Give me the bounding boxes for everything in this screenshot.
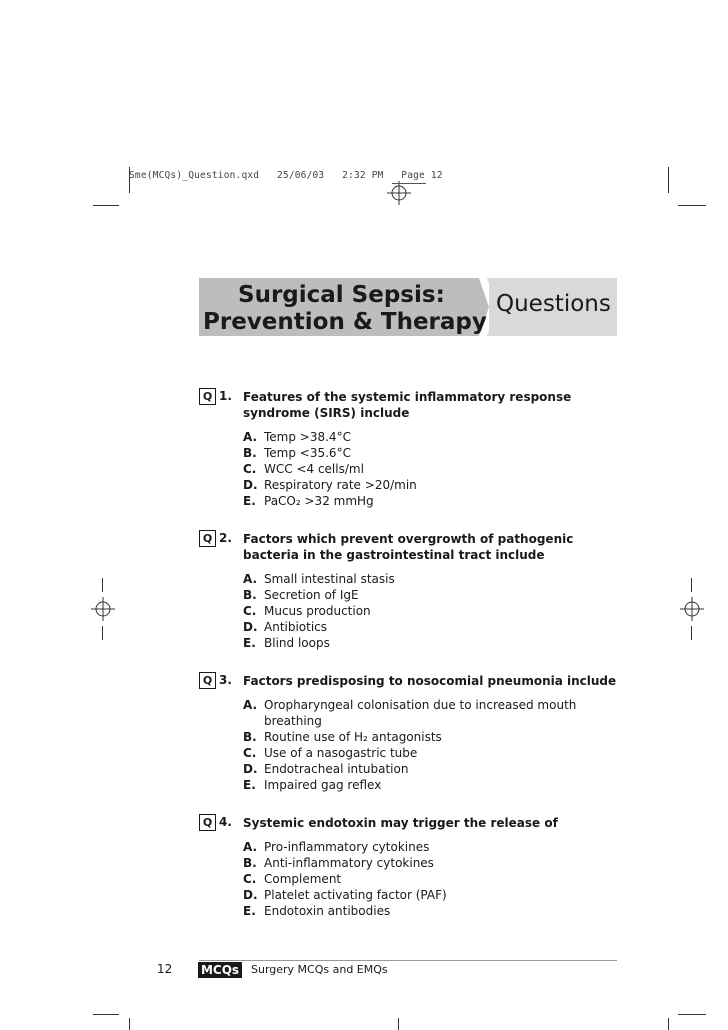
mcqs-badge: MCQs: [198, 962, 242, 978]
question-2: [199, 530, 629, 654]
option-e: E. PaCO₂ >32 mmHg: [243, 494, 374, 508]
crop-mark: [93, 1014, 119, 1015]
page-number: 12: [157, 962, 173, 976]
file-slug: Sme(MCQs)_Question.qxd 25/06/03 2:32 PM Page 12: [129, 170, 443, 181]
crop-mark: [93, 205, 119, 206]
question-stem: Features of the systemic inflammatory response syndrome (SIRS) include: [243, 390, 572, 420]
question-number: 1.: [219, 389, 232, 403]
crop-mark: [691, 626, 692, 640]
slug-underline: [392, 183, 426, 184]
section-label: Questions: [496, 291, 611, 317]
footer-rule: [199, 960, 617, 961]
option-b: B. Routine use of H₂ antagonists: [243, 730, 442, 744]
registration-mark-icon: [91, 597, 115, 621]
option-c: C. Mucus production: [243, 604, 371, 618]
option-a: A. Oropharyngeal colonisation due to increased mouth breathing: [243, 698, 577, 728]
option-b: B. Anti-inflammatory cytokines: [243, 856, 434, 870]
option-e: E. Blind loops: [243, 636, 330, 650]
question-4: [199, 814, 629, 924]
question-number: 3.: [219, 673, 232, 687]
crop-mark: [129, 1018, 130, 1030]
option-list: [243, 697, 583, 793]
option-d: D. Respiratory rate >20/min: [243, 478, 417, 492]
option-list: [243, 571, 395, 651]
option-d: D. Antibiotics: [243, 620, 328, 634]
question-badge: Q: [199, 672, 216, 689]
book-title: Surgery MCQs and EMQs: [251, 963, 388, 976]
page-title-line1: Surgical Sepsis:: [238, 282, 445, 308]
page-title-line2: Prevention & Therapy: [203, 309, 487, 335]
option-a: A. Small intestinal stasis: [243, 572, 395, 586]
question-badge: Q: [199, 530, 216, 547]
question-stem: Factors predisposing to nosocomial pneumonia include: [243, 674, 617, 688]
registration-mark-icon: [387, 181, 411, 205]
question-number: 4.: [219, 815, 232, 829]
crop-mark: [102, 578, 103, 592]
question-stem: Systemic endotoxin may trigger the release of: [243, 816, 558, 830]
option-c: C. WCC <4 cells/ml: [243, 462, 364, 476]
option-e: E. Impaired gag reflex: [243, 778, 382, 792]
question-3: [199, 672, 629, 796]
option-a: A. Temp >38.4°C: [243, 430, 351, 444]
option-list: [243, 429, 417, 509]
question-1: [199, 388, 629, 512]
option-b: B. Secretion of IgE: [243, 588, 359, 602]
question-stem: Factors which prevent overgrowth of pathogenic bacteria in the gastrointestinal tract include: [243, 532, 574, 562]
crop-mark: [102, 626, 103, 640]
option-c: C. Use of a nasogastric tube: [243, 746, 418, 760]
question-number: 2.: [219, 531, 232, 545]
registration-mark-icon: [680, 597, 704, 621]
question-badge: Q: [199, 814, 216, 831]
option-d: D. Platelet activating factor (PAF): [243, 888, 447, 902]
crop-mark: [668, 167, 669, 193]
crop-mark: [668, 1018, 669, 1030]
crop-mark: [398, 1018, 399, 1030]
option-a: A. Pro-inflammatory cytokines: [243, 840, 430, 854]
option-list: [243, 839, 447, 919]
option-c: C. Complement: [243, 872, 342, 886]
crop-mark: [691, 578, 692, 592]
crop-mark: [678, 1014, 706, 1015]
option-b: B. Temp <35.6°C: [243, 446, 351, 460]
crop-mark: [678, 205, 706, 206]
option-e: E. Endotoxin antibodies: [243, 904, 391, 918]
question-badge: Q: [199, 388, 216, 405]
option-d: D. Endotracheal intubation: [243, 762, 409, 776]
